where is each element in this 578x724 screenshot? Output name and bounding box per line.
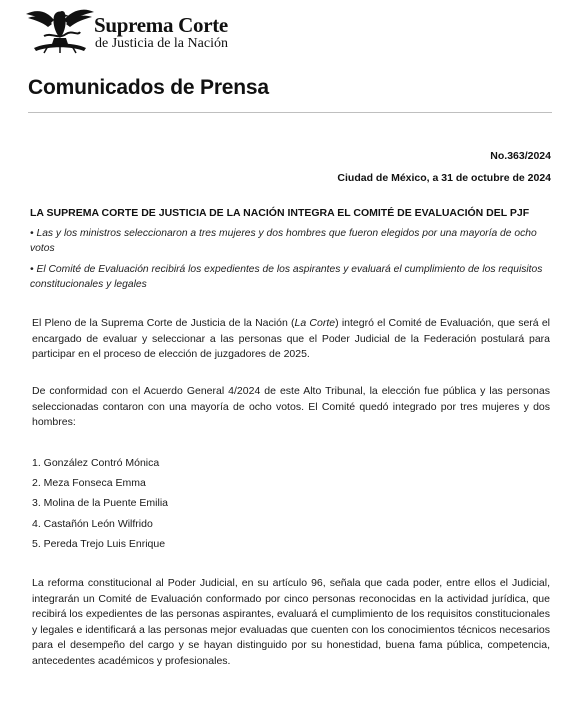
list-item: 4. Castañón León Wilfrido	[32, 517, 153, 530]
press-headline: LA SUPREMA CORTE DE JUSTICIA DE LA NACIÓN INTEGRA EL COMITÉ DE EVALUACIÓN DEL PJF	[30, 207, 530, 219]
logo-line2: de Justicia de la Nación	[95, 36, 228, 51]
logo-wordmark	[94, 14, 228, 52]
list-item: 1. González Contró Mónica	[32, 457, 160, 469]
title-divider	[28, 112, 552, 113]
list-item: 5. Pereda Trejo Luis Enrique	[32, 537, 166, 550]
paragraph-2: De conformidad con el Acuerdo General 4/2024 de este Alto Tribunal, la elección fue pública y las personas seleccionadas contaron con una mayoría de ocho votos. El Comité quedó integrado por tres mujeres y dos hombres:	[32, 385, 550, 428]
release-place-date: Ciudad de México, a 31 de octubre de 2024	[337, 172, 551, 184]
paragraph-1-after: ) integró el Comité de Evaluación, que será el encargado de evaluar y seleccionar a las personas que el Poder Judicial de la Federación postulará para participar en el proceso de elección de juzgadores de 2025.	[32, 317, 551, 360]
logo-line1: Suprema Corte	[94, 13, 228, 37]
release-number: No.363/2024	[490, 150, 551, 162]
scjn-header	[22, 4, 322, 56]
paragraph-3: La reforma constitucional al Poder Judicial, en su artículo 96, señala que cada poder, entre ellos el Judicial, integrarán un Comité de Evaluación conformado por cinco personas reconocidas en la actividad jurídica, que recibirá los expedientes de las personas aspirantes, evaluará el cumplimiento de los requisitos constitucionales y legales e identificará a las personas mejor evaluadas que cuenten con los conocimientos técnicos necesarios para el desempeño del cargo y se hayan distinguido por su honestidad, buena fama pública, competencia, antecedentes académicos y profesionales.	[32, 577, 550, 667]
list-item: 2. Meza Fonseca Emma	[32, 477, 146, 490]
paragraph-1-before: El Pleno de la Suprema Corte de Justicia de la Nación (	[32, 317, 295, 329]
page-title: Comunicados de Prensa	[28, 76, 269, 99]
bullet-2: • El Comité de Evaluación recibirá los expedientes de los aspirantes y evaluará el cumplimiento de los requisitos constitucionales y legales	[30, 264, 543, 290]
paragraph-1-italic: La Corte	[294, 317, 336, 329]
eagle-logo-icon	[24, 6, 96, 54]
paragraph-1	[32, 316, 550, 363]
committee-member-list	[32, 456, 168, 557]
bullet-1: • Las y los ministros seleccionaron a tres mujeres y dos hombres que fueron elegidos por una mayoría de ocho votos	[30, 228, 537, 254]
list-item: 3. Molina de la Puente Emilia	[32, 497, 168, 510]
